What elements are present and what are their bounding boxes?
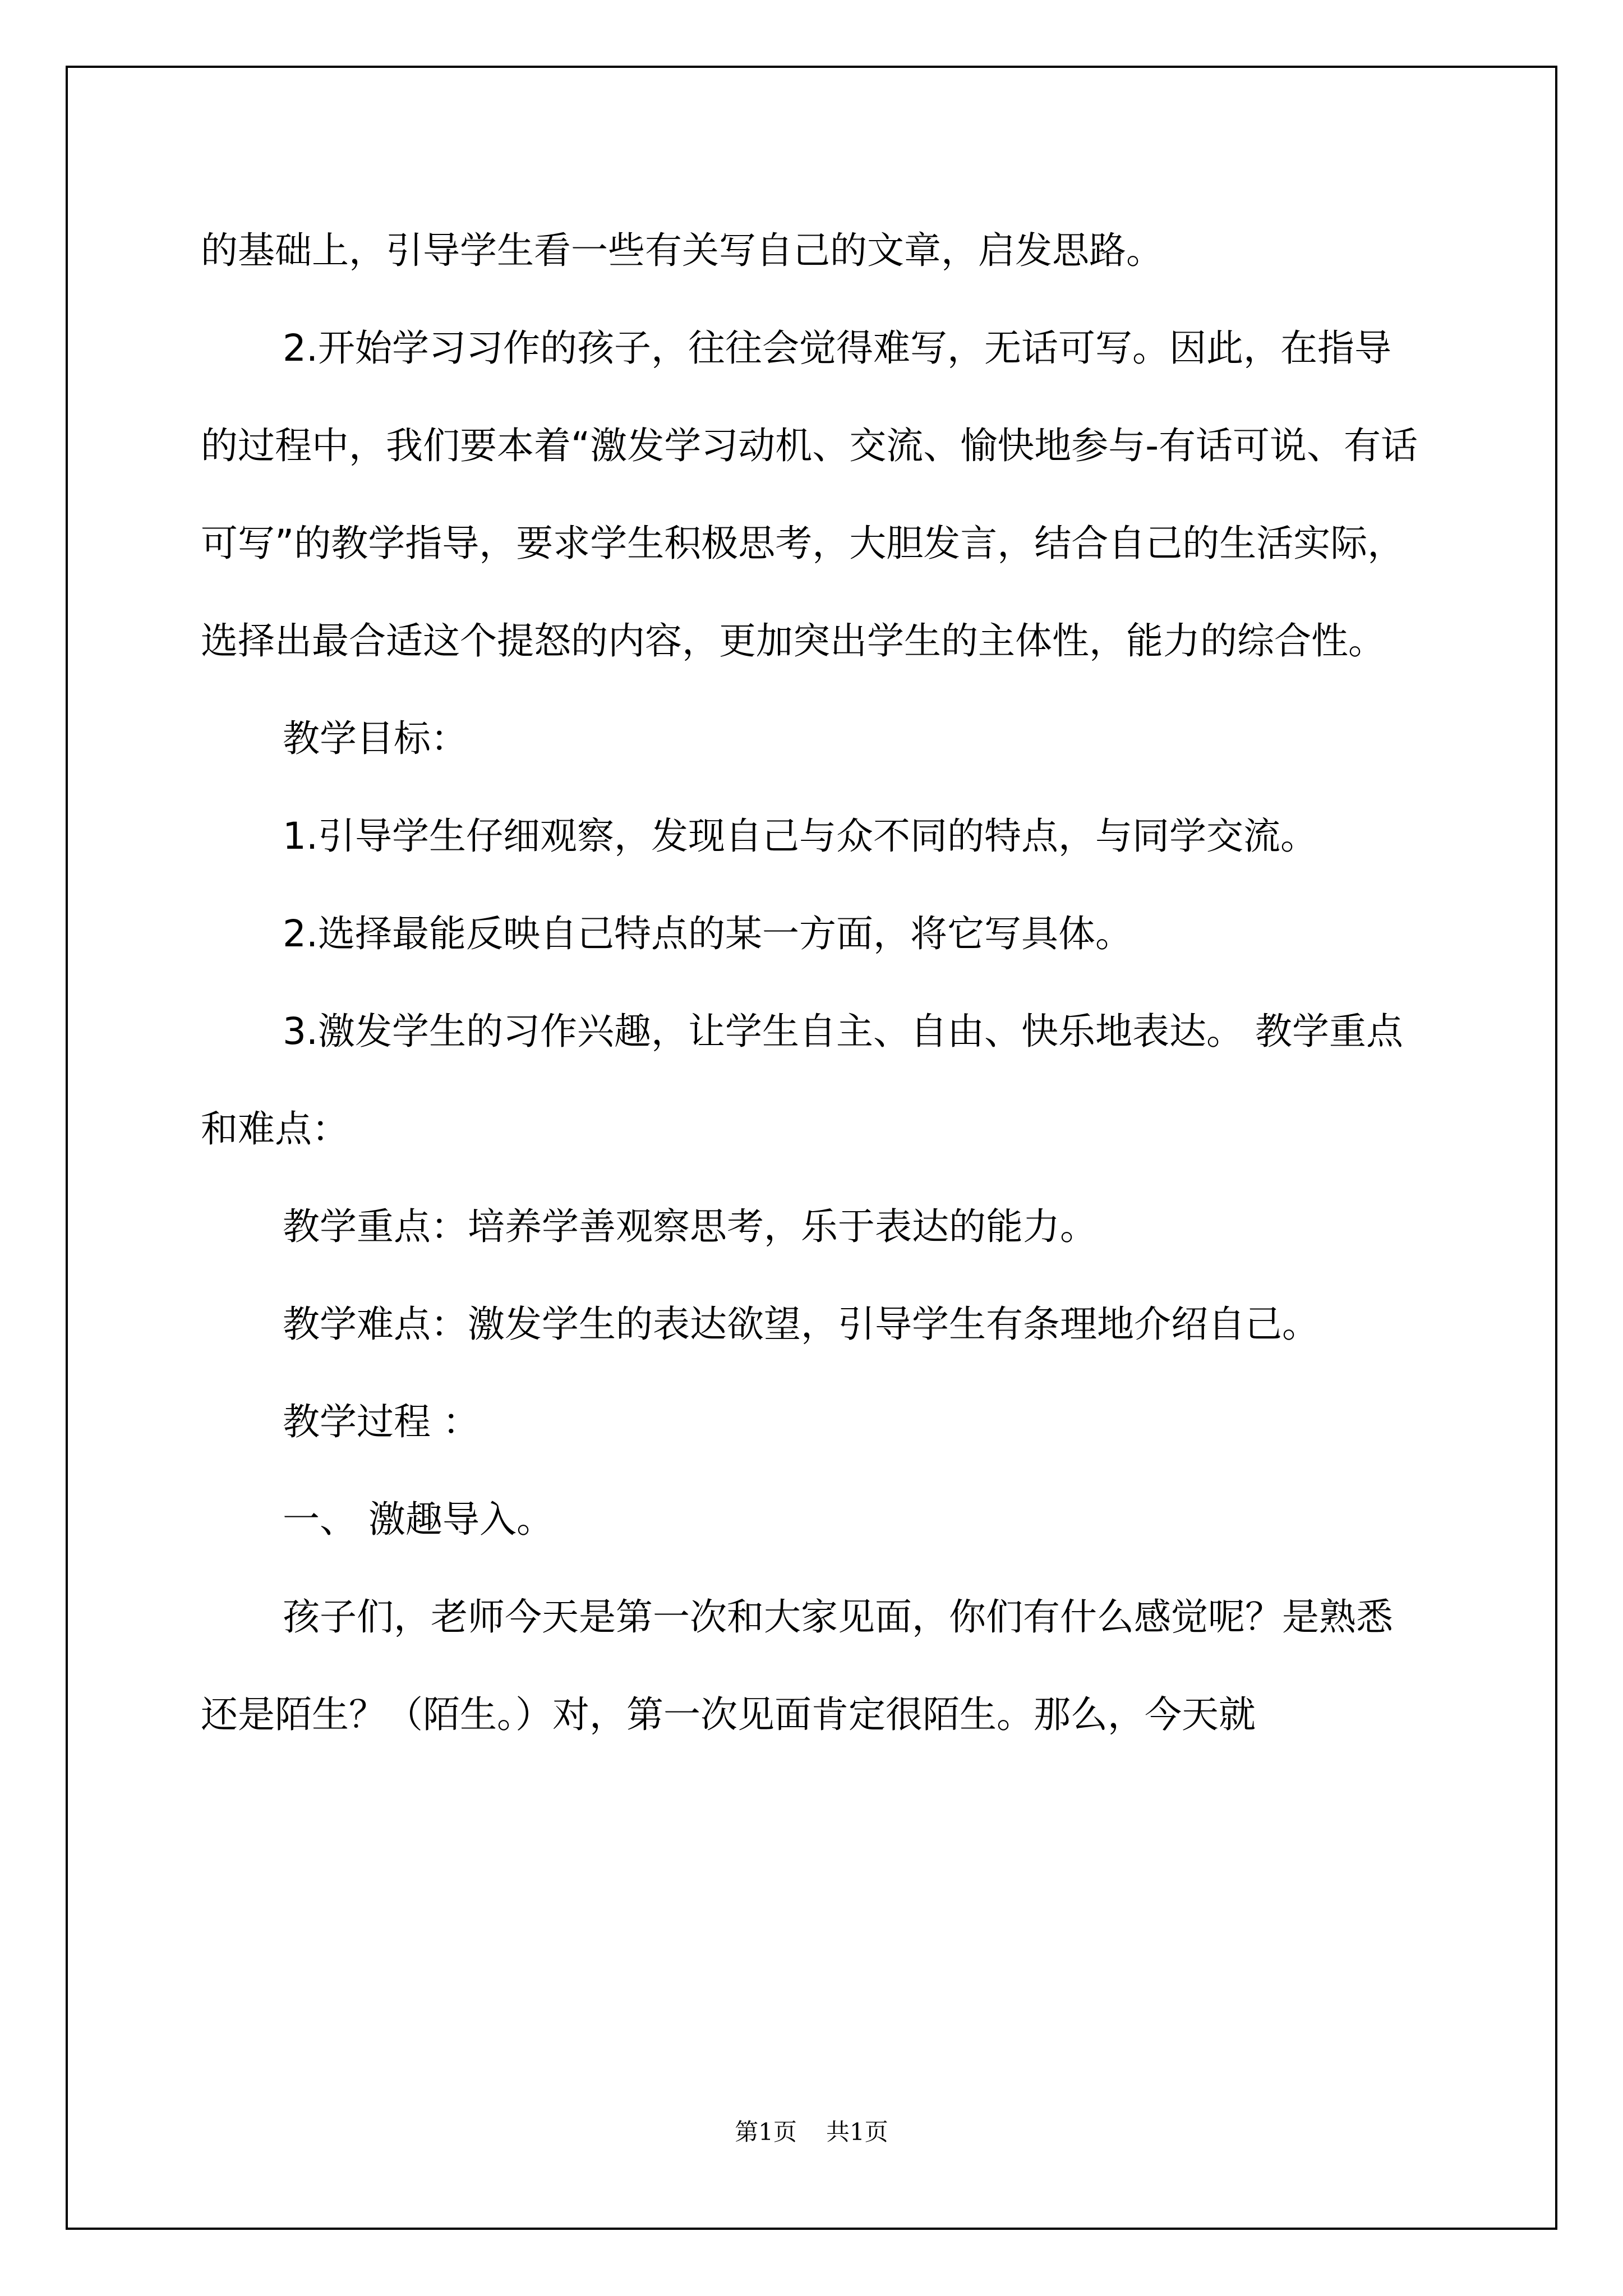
paragraph-5: 2.选择最能反映自己特点的某一方面，将它写具体。 (283, 912, 1132, 955)
paragraph-2: 2.开始学习习作的孩子，往往会觉得难写，无话可写。因此，在指导的过程中，我们要本着“激发学习动机、交流、愉快地参与-有话可说、有话可写”的教学指导，要求学生积极思考，大胆发言，结合自己的生活实际，选择出最合适这个提怒的内容，更加突出学生的主体性，能力的综合性。 (201, 326, 1418, 662)
paragraph-3: 教学目标： (283, 717, 468, 760)
paragraph-8: 教学难点：激发学生的表达欲望，引导学生有条理地介绍自己。 (283, 1303, 1319, 1346)
paragraph-7: 教学重点：培养学善观察思考，乐于表达的能力。 (283, 1205, 1097, 1248)
paragraph-10: 一、 激趣导入。 (283, 1498, 554, 1541)
paragraph-4: 1.引导学生仔细观察，发现自己与众不同的特点，与同学交流。 (283, 815, 1317, 858)
paragraph-6: 3.激发学生的习作兴趣，让学生自主、自由、快乐地表达。 教学重点和难点： (201, 1010, 1403, 1151)
paragraph-11: 孩子们，老师今天是第一次和大家见面，你们有什么感觉呢？是熟悉还是陌生？（陌生。）对，第一次见面肯定很陌生。那么，今天就 (201, 1595, 1393, 1736)
paragraph-9: 教学过程 ： (283, 1400, 479, 1443)
page-number: 第1页 (735, 2118, 797, 2146)
page-total: 共1页 (826, 2118, 888, 2146)
page-footer (0, 2114, 1623, 2147)
paragraph-1: 的基础上，引导学生看一些有关写自己的文章，启发思路。 (201, 229, 1163, 272)
document-body (201, 202, 1423, 1764)
